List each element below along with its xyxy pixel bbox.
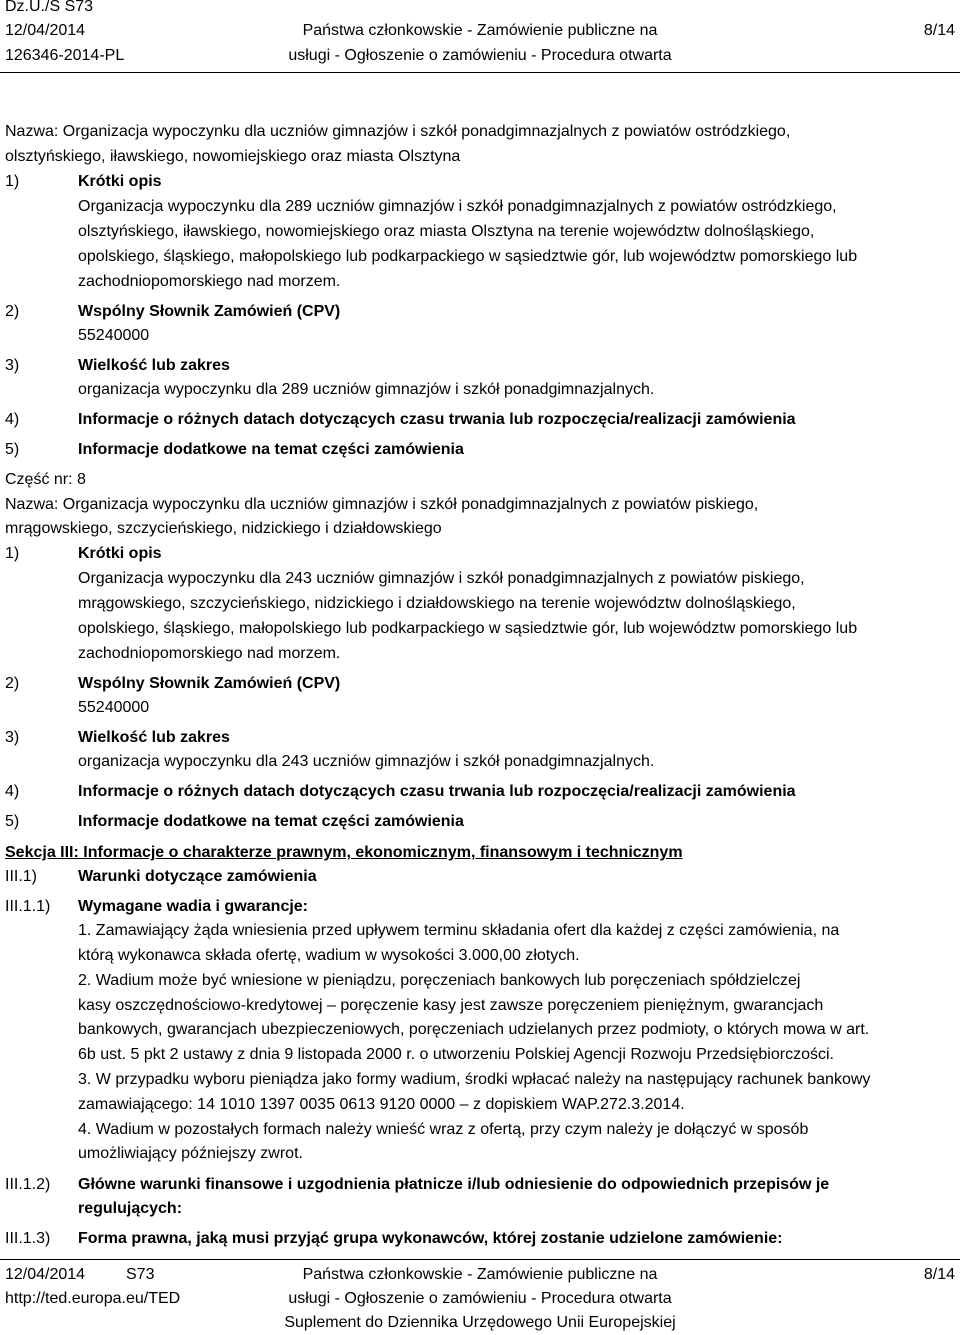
- footer-title-line1: Państwa członkowskie - Zamówienie publiczne na: [302, 1266, 658, 1283]
- legal-form-heading: Forma prawna, jaką musi przyjąć grupa wykonawców, której zostanie udzielone zamówienie:: [78, 1230, 783, 1247]
- scope-heading: Wielkość lub zakres: [78, 357, 230, 374]
- item-number: 2): [5, 303, 20, 320]
- item-number: 5): [5, 441, 20, 458]
- section-number: III.1): [5, 868, 38, 885]
- item-number: 1): [5, 545, 20, 562]
- part-name-line2: olsztyńskiego, iławskiego, nowomiejskiego oraz miasta Olsztyna: [5, 148, 461, 165]
- deposits-line: zamawiającego: 14 1010 1397 0035 0613 9120 0000 – z dopiskiem WAP.272.3.2014.: [78, 1096, 685, 1113]
- deposits-line: 2. Wadium może być wniesione w pieniądzu, poręczeniach bankowych lub poręczeniach spółdzielczej: [78, 972, 801, 989]
- section-number: III.1.1): [5, 898, 51, 915]
- short-description-line: zachodniopomorskiego nad morzem.: [78, 273, 341, 290]
- cpv-heading: Wspólny Słownik Zamówień (CPV): [78, 303, 341, 320]
- footer-issue: S73: [126, 1266, 155, 1283]
- dates-heading: Informacje o różnych datach dotyczących czasu trwania lub rozpoczęcia/realizacji zamówienia: [78, 783, 796, 800]
- cpv-code: 55240000: [78, 699, 150, 716]
- deposits-heading: Wymagane wadia i gwarancje:: [78, 898, 309, 915]
- scope-text: organizacja wypoczynku dla 289 uczniów gimnazjów i szkół ponadgimnazjalnych.: [78, 381, 655, 398]
- footer-date: 12/04/2014: [5, 1266, 86, 1283]
- part-name-line1: Nazwa: Organizacja wypoczynku dla uczniów gimnazjów i szkół ponadgimnazjalnych z powiatów piskiego,: [5, 496, 759, 513]
- cpv-code: 55240000: [78, 327, 150, 344]
- short-description-line: Organizacja wypoczynku dla 243 uczniów gimnazjów i szkół ponadgimnazjalnych z powiatów piskiego,: [78, 570, 805, 587]
- footer-title-line3: Suplement do Dziennika Urzędowego Unii Europejskiej: [284, 1314, 676, 1331]
- deposits-line: 1. Zamawiający żąda wniesienia przed upływem terminu składania ofert dla każdej z części zamówienia, na: [78, 922, 840, 939]
- deposits-line: umożliwiający późniejszy zwrot.: [78, 1145, 303, 1162]
- item-number: 5): [5, 813, 20, 830]
- section-heading: Sekcja III: Informacje o charakterze prawnym, ekonomicznym, finansowym i technicznym: [5, 844, 683, 861]
- short-description-line: zachodniopomorskiego nad morzem.: [78, 645, 341, 662]
- footer-divider: [0, 1259, 960, 1260]
- header-divider: [0, 72, 960, 73]
- item-number: 3): [5, 357, 20, 374]
- conditions-heading: Warunki dotyczące zamówienia: [78, 868, 317, 885]
- deposits-line: bankowych, gwarancjach ubezpieczeniowych, poręczeniach udzielanych przez podmioty, o których mowa w art.: [78, 1021, 870, 1038]
- scope-heading: Wielkość lub zakres: [78, 729, 230, 746]
- cpv-heading: Wspólny Słownik Zamówień (CPV): [78, 675, 341, 692]
- additional-info-heading: Informacje dodatkowe na temat części zamówienia: [78, 441, 464, 458]
- financial-conditions-heading: Główne warunki finansowe i uzgodnienia płatnicze i/lub odniesienie do odpowiednich przepisów je: [78, 1176, 830, 1193]
- notice-id: 126346-2014-PL: [5, 47, 125, 64]
- footer-title-line2: usługi - Ogłoszenie o zamówieniu - Procedura otwarta: [288, 1290, 672, 1307]
- item-number: 1): [5, 173, 20, 190]
- short-description-heading: Krótki opis: [78, 173, 162, 190]
- part-name-line1: Nazwa: Organizacja wypoczynku dla uczniów gimnazjów i szkół ponadgimnazjalnych z powiatów ostródzkiego,: [5, 123, 791, 140]
- item-number: 4): [5, 783, 20, 800]
- short-description-line: opolskiego, śląskiego, małopolskiego lub podkarpackiego w sąsiedztwie gór, lub województw pomorskiego lub: [78, 620, 858, 637]
- footer-url[interactable]: http://ted.europa.eu/TED: [5, 1290, 181, 1307]
- financial-conditions-heading-cont: regulujących:: [78, 1200, 183, 1217]
- header-title-line1: Państwa członkowskie - Zamówienie publiczne na: [302, 22, 658, 39]
- deposits-line: 3. W przypadku wyboru pieniądza jako formy wadium, środki wpłacać należy na następujący rachunek bankowy: [78, 1071, 871, 1088]
- deposits-line: kasy oszczędnościowo-kredytowej – poręczenie kasy jest zawsze poręczeniem pieniężnym, gwarancjach: [78, 997, 824, 1014]
- header-page-number: 8/14: [923, 22, 955, 39]
- section-number: III.1.2): [5, 1176, 51, 1193]
- deposits-line: 4. Wadium w pozostałych formach należy wnieść wraz z ofertą, przy czym należy je dołączyć w sposób: [78, 1121, 809, 1138]
- item-number: 2): [5, 675, 20, 692]
- short-description-heading: Krótki opis: [78, 545, 162, 562]
- part-number: Część nr: 8: [5, 471, 86, 488]
- scope-text: organizacja wypoczynku dla 243 uczniów gimnazjów i szkół ponadgimnazjalnych.: [78, 753, 655, 770]
- journal-ref: Dz.U./S S73: [5, 0, 94, 15]
- short-description-line: Organizacja wypoczynku dla 289 uczniów gimnazjów i szkół ponadgimnazjalnych z powiatów ostródzkiego,: [78, 198, 837, 215]
- part-name-line2: mrągowskiego, szczycieńskiego, nidzickiego i działdowskiego: [5, 520, 442, 537]
- additional-info-heading: Informacje dodatkowe na temat części zamówienia: [78, 813, 464, 830]
- section-number: III.1.3): [5, 1230, 51, 1247]
- header-date: 12/04/2014: [5, 22, 86, 39]
- item-number: 4): [5, 411, 20, 428]
- footer-page-number: 8/14: [923, 1266, 955, 1283]
- header-title-line2: usługi - Ogłoszenie o zamówieniu - Procedura otwarta: [288, 47, 672, 64]
- short-description-line: olsztyńskiego, iławskiego, nowomiejskiego oraz miasta Olsztyna na terenie województw dolnośląskiego,: [78, 223, 815, 240]
- deposits-line: 6b ust. 5 pkt 2 ustawy z dnia 9 listopada 2000 r. o utworzeniu Polskiej Agencji Rozwoju Przedsiębiorczości.: [78, 1046, 834, 1063]
- item-number: 3): [5, 729, 20, 746]
- deposits-line: którą wykonawca składa ofertę, wadium w wysokości 3.000,00 złotych.: [78, 947, 580, 964]
- short-description-line: mrągowskiego, szczycieńskiego, nidzickiego i działdowskiego na terenie województw dolnośląskiego,: [78, 595, 796, 612]
- short-description-line: opolskiego, śląskiego, małopolskiego lub podkarpackiego w sąsiedztwie gór, lub województw pomorskiego lub: [78, 248, 858, 265]
- dates-heading: Informacje o różnych datach dotyczących czasu trwania lub rozpoczęcia/realizacji zamówienia: [78, 411, 796, 428]
